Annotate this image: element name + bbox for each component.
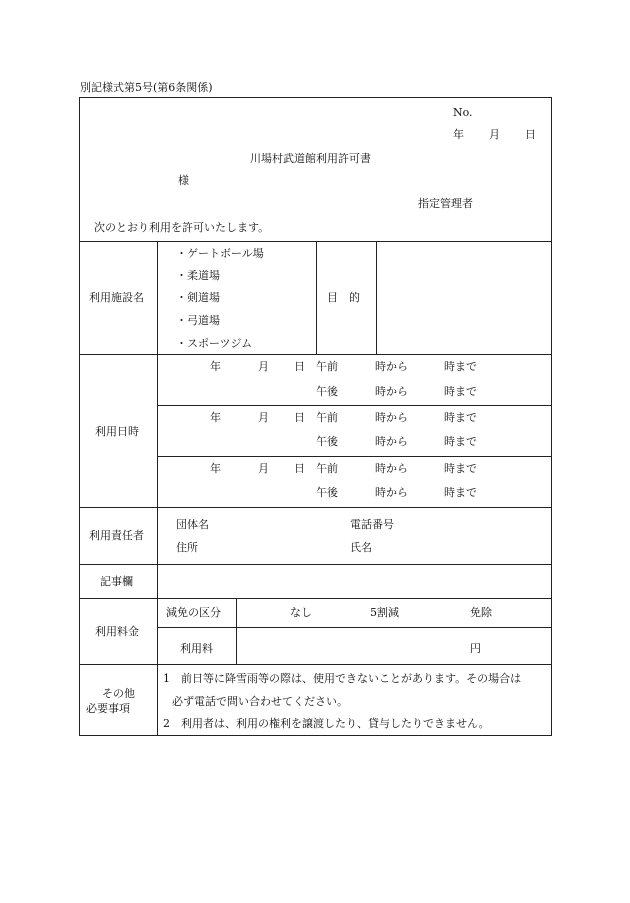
slot-to: 時まで	[444, 411, 477, 424]
slot-year: 年	[210, 462, 221, 475]
slot-from: 時から	[375, 435, 408, 448]
note-item-1: 1 前日等に降雪雨等の際は、使用できないことがあります。その場合は	[163, 672, 522, 685]
note-item-2: 2 利用者は、利用の権利を譲渡したり、貸与したりできません。	[163, 717, 490, 730]
header-day-label: 日	[525, 128, 536, 141]
phone-number-label: 電話番号	[350, 518, 394, 531]
other-label: その他	[102, 687, 135, 700]
slot-from: 時から	[375, 385, 408, 398]
person-name-label: 氏名	[350, 541, 372, 554]
datetime-label: 利用日時	[95, 425, 139, 438]
slot-from: 時から	[375, 360, 408, 373]
exemption-type-label: 減免の区分	[166, 606, 221, 619]
slot-am: 午前	[316, 462, 338, 475]
facility-item: ・スポーツジム	[176, 337, 253, 350]
slot-day: 日	[294, 411, 305, 424]
fee-label: 利用料金	[95, 625, 139, 638]
slot-month: 月	[258, 411, 269, 424]
document-title: 川場村武道館利用許可書	[250, 152, 371, 165]
address-label: 住所	[176, 541, 198, 554]
slot-year: 年	[210, 411, 221, 424]
slot-pm: 午後	[316, 435, 338, 448]
facility-item: ・柔道場	[176, 269, 220, 282]
slot-day: 日	[294, 462, 305, 475]
yen-label: 円	[470, 642, 481, 655]
slot-year: 年	[210, 360, 221, 373]
slot-to: 時まで	[444, 462, 477, 475]
organization-name-label: 団体名	[176, 518, 209, 531]
requirements-label: 必要事項	[86, 702, 130, 715]
facility-item: ・ゲートボール場	[176, 247, 264, 260]
slot-from: 時から	[375, 411, 408, 424]
exemption-option-none: なし	[290, 606, 312, 619]
slot-day: 日	[294, 360, 305, 373]
slot-to: 時まで	[444, 385, 477, 398]
exemption-option-exempt: 免除	[470, 606, 492, 619]
exemption-option-half: 5割減	[370, 606, 399, 619]
slot-from: 時から	[375, 462, 408, 475]
slot-pm: 午後	[316, 385, 338, 398]
designated-manager-label: 指定管理者	[418, 197, 473, 210]
purpose-label: 目 的	[327, 291, 360, 304]
header-year-label: 年	[453, 128, 464, 141]
slot-to: 時まで	[444, 486, 477, 499]
slot-month: 月	[258, 462, 269, 475]
facility-label: 利用施設名	[89, 291, 144, 304]
slot-pm: 午後	[316, 486, 338, 499]
notes-label: 記事欄	[100, 575, 133, 588]
addressee-sama: 様	[178, 174, 189, 187]
slot-am: 午前	[316, 411, 338, 424]
permission-statement: 次のとおり利用を許可いたします。	[94, 221, 270, 234]
slot-month: 月	[258, 360, 269, 373]
header-month-label: 月	[489, 128, 500, 141]
note-item-1-continued: 必ず電話で問い合わせてください。	[172, 695, 348, 708]
form-reference: 別記様式第5号(第6条関係)	[80, 81, 213, 94]
slot-to: 時まで	[444, 360, 477, 373]
facility-item: ・剣道場	[176, 291, 220, 304]
slot-am: 午前	[316, 360, 338, 373]
slot-from: 時から	[375, 486, 408, 499]
slot-to: 時まで	[444, 435, 477, 448]
responsible-label: 利用責任者	[89, 529, 144, 542]
facility-item: ・弓道場	[176, 314, 220, 327]
usage-fee-label: 利用料	[180, 642, 213, 655]
number-label: No.	[453, 106, 473, 119]
